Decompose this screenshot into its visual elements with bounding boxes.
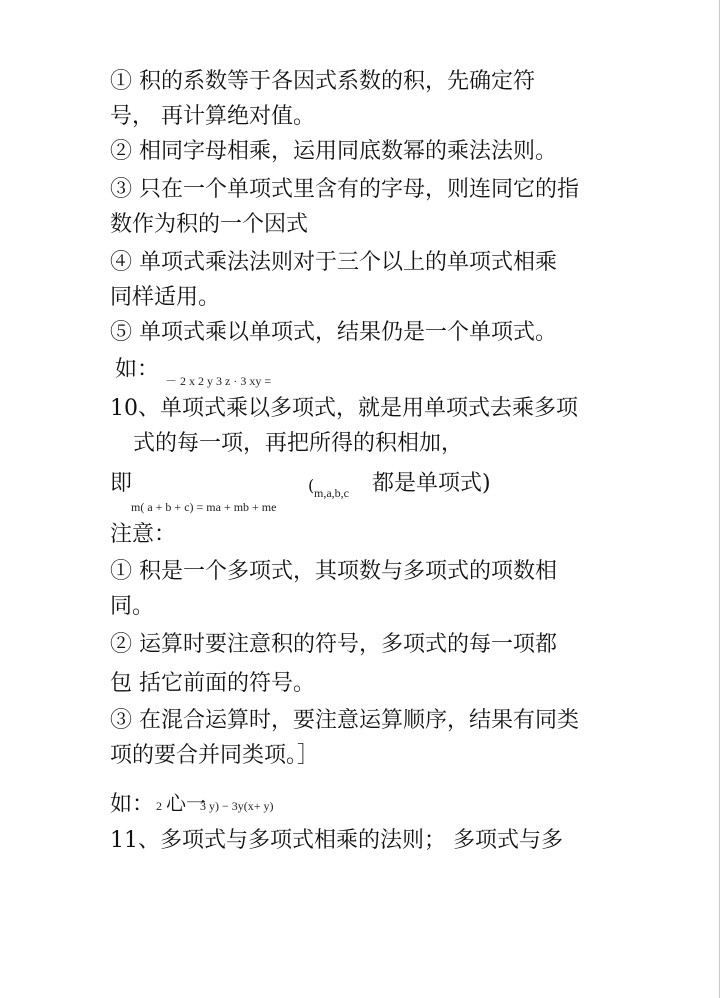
note-line: 同。 — [110, 594, 155, 619]
note-line: ① 积是一个多项式，其项数与多项式的项数相 — [110, 559, 557, 584]
variables-list: m,a,b,c — [314, 486, 349, 500]
note-line: 项的要合并同类项。］ — [110, 743, 320, 768]
note-line: ② 运算时要注意积的符号，多项式的每一项都 — [110, 632, 557, 657]
rule-11-line: 11、多项式与多项式相乘的法则； 多项式与多 — [110, 828, 563, 853]
distributive-formula: m( a + b + c) = ma + mb + me — [131, 500, 277, 514]
example-2-formula: 3 y) − 3y(x+ y) — [200, 799, 274, 813]
rule-10-line-2: 式的每一项，再把所得的积相加， — [133, 431, 464, 456]
text-line: ④ 单项式乘法法则对于三个以上的单项式相乘 — [110, 250, 557, 275]
text-line: ③ 只在一个单项式里含有的字母，则连同它的指 — [110, 177, 579, 202]
text-line: 同样适用。 — [110, 285, 221, 310]
note-label: 注意： — [110, 522, 177, 547]
example-formula: － 2 x 2 y 3 z · 3 xy = — [165, 374, 272, 388]
ji-label: 即 — [110, 471, 133, 496]
all-monomials-text: 都是单项式) — [372, 471, 491, 496]
note-line: 包 括它前面的符号。 — [110, 671, 315, 696]
text-line: 数作为积的一个因式 — [110, 212, 309, 237]
example-2-coefficient: 2 — [156, 799, 162, 813]
text-line: ① 积的系数等于各因式系数的积，先确定符 — [110, 69, 535, 94]
note-line: ③ 在混合运算时，要注意运算顺序，结果有同类 — [110, 708, 579, 733]
paren-open: ( — [308, 476, 315, 495]
text-line: 号， 再计算绝对值。 — [110, 104, 315, 129]
example-label: 如： — [110, 792, 155, 817]
text-line: ② 相同字母相乘，运用同底数幂的乘法法则。 — [110, 139, 557, 164]
example-label: 如： — [115, 357, 160, 382]
text-line: ⑤ 单项式乘以单项式，结果仍是一个单项式。 — [110, 320, 557, 345]
example-2-glyph: 心一 — [166, 791, 206, 815]
rule-10-line-1: 10、单项式乘以多项式，就是用单项式去乘多项 — [110, 396, 578, 421]
